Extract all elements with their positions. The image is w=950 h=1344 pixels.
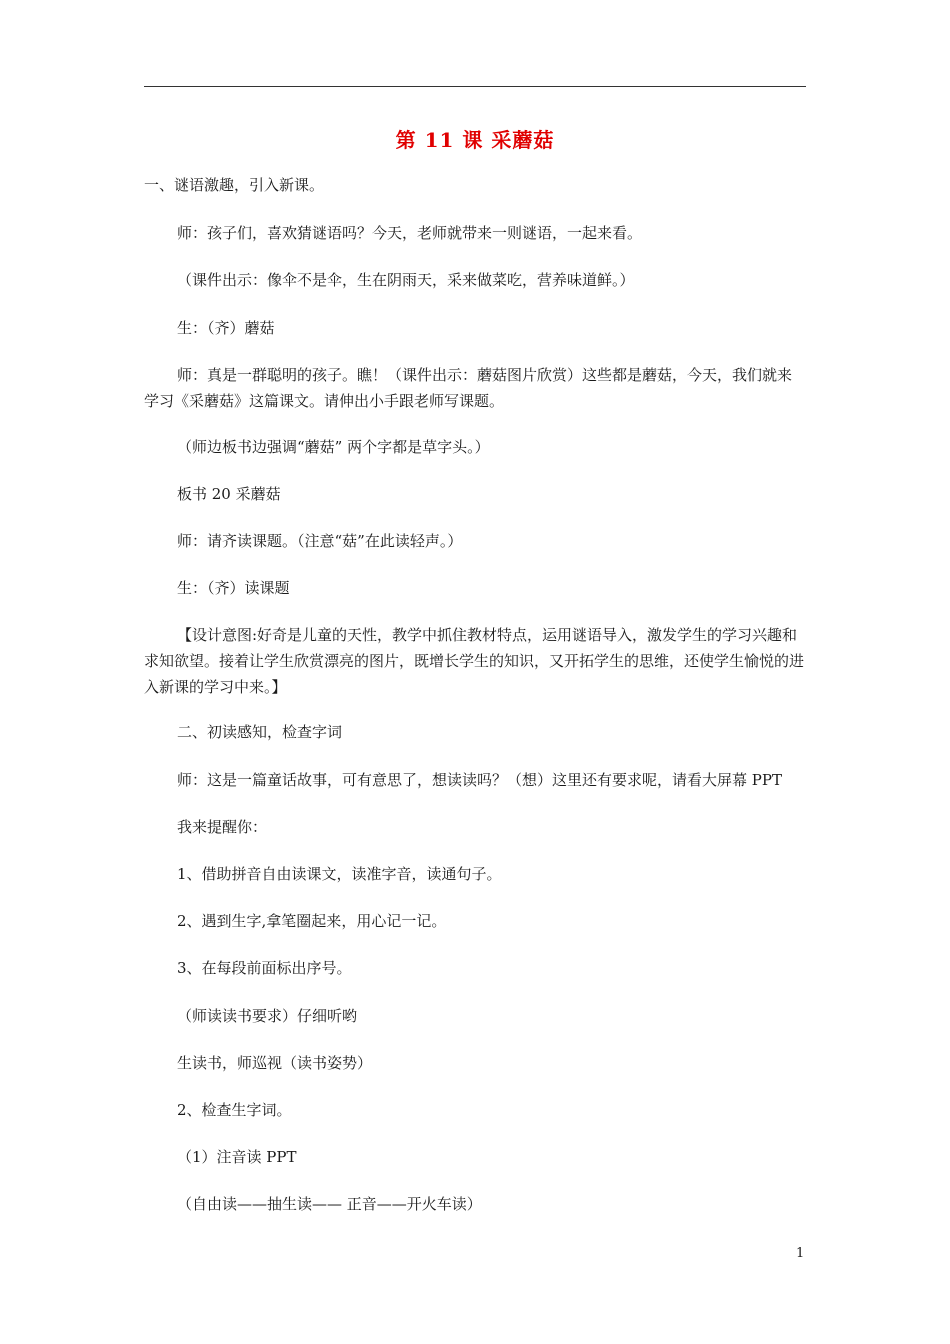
paragraph-design-intent: 【设计意图:好奇是儿童的天性，教学中抓住教材特点，运用谜语导入，激发学生的学习兴趣和求知欲望。接着让学生欣赏漂亮的图片，既增长学生的知识，又开拓学生的思维，还使学生愉悦的进入新课的学习中来。】 [144,626,805,696]
paragraph-16: 3、在每段前面标出序号。 [177,959,352,977]
paragraph-2: 师：孩子们，喜欢猜谜语吗？今天，老师就带来一则谜语，一起来看。 [177,224,643,242]
header-rule [144,86,806,87]
paragraph-8: 师：请齐读课题。（注意“菇”在此读轻声。） [177,532,463,550]
paragraph-1: 一、谜语激趣，引入新课。 [144,176,325,194]
paragraph-18: 生读书，师巡视（读书姿势） [177,1054,373,1072]
paragraph-20: （1）注音读 PPT [177,1148,297,1166]
paragraph-17: （师读读书要求）仔细听哟 [177,1007,358,1025]
paragraph-21: （自由读——抽生读—— 正音——开火车读） [177,1195,482,1213]
paragraph-14: 1、借助拼音自由读课文，读准字音，读通句子。 [177,865,502,883]
paragraph-9: 生：（齐）读课题 [177,579,290,597]
paragraph-7: 板书 20 采蘑菇 [177,485,281,503]
paragraph-13: 我来提醒你： [177,818,268,836]
paragraph-section-2: 二、初读感知，检查字词 [177,723,343,741]
paragraph-6: （师边板书边强调“蘑菇” 两个字都是草字头。） [177,438,490,456]
page-number: 1 [796,1246,805,1261]
paragraph-15: 2、遇到生字,拿笔圈起来，用心记一记。 [177,912,447,930]
paragraph-4: 生：（齐）蘑菇 [177,319,275,337]
paragraph-3: （课件出示：像伞不是伞，生在阴雨天，采来做菜吃，营养味道鲜。） [177,271,635,289]
document-title: 第 11 课 采蘑菇 [395,128,555,152]
paragraph-5: 师：真是一群聪明的孩子。瞧！（课件出示：蘑菇图片欣赏）这些都是蘑菇，今天，我们就来学习《采蘑菇》这篇课文。请伸出小手跟老师写课题。 [144,366,793,410]
paragraph-12: 师：这是一篇童话故事，可有意思了，想读读吗？（想）这里还有要求呢，请看大屏幕 PPT [177,771,782,789]
paragraph-19: 2、检查生字词。 [177,1101,292,1119]
